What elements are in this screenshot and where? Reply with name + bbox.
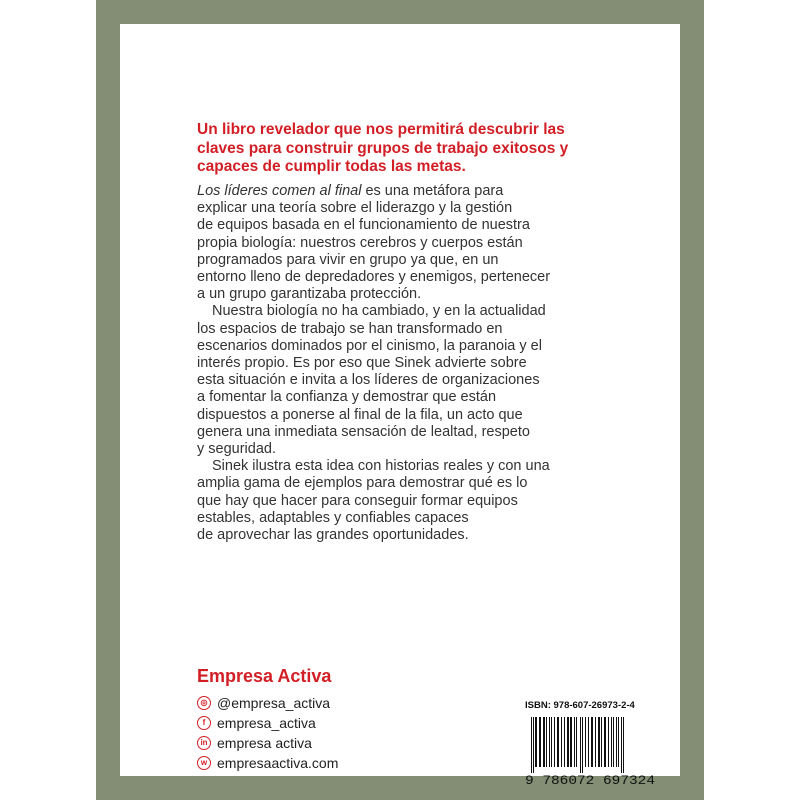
synopsis-line: propia biología: nuestros cerebros y cuerpos están: [197, 234, 523, 251]
isbn-label: ISBN: 978-607-26973-2-4: [525, 700, 635, 711]
barcode-bar: [570, 717, 572, 767]
synopsis-line: escenarios dominados por el cinismo, la paranoia y el: [197, 337, 542, 354]
synopsis: [197, 183, 617, 544]
social-facebook[interactable]: [197, 713, 338, 733]
social-website[interactable]: [197, 753, 338, 773]
social-handle: empresa_activa: [217, 715, 316, 731]
social-handle: empresaactiva.com: [217, 755, 339, 771]
barcode-bar: [601, 717, 602, 767]
isbn-barcode: [525, 717, 657, 787]
barcode-bar: [543, 717, 545, 767]
instagram-icon: ◎: [197, 696, 211, 710]
book-back-cover-frame: [96, 0, 704, 800]
synopsis-line: estables, adaptables y confiables capaces: [197, 509, 469, 526]
synopsis-line: genera una inmediata sensación de lealtad, respeto: [197, 423, 530, 440]
barcode-bar: [554, 717, 555, 767]
barcode-bar: [623, 717, 624, 773]
barcode-bar: [539, 717, 541, 767]
barcode-bars: [531, 717, 624, 773]
synopsis-line: de aprovechar las grandes oportunidades.: [197, 527, 469, 544]
synopsis-line: de equipos basada en el funcionamiento de nuestra: [197, 217, 530, 234]
barcode-bar: [574, 717, 575, 767]
barcode-bar: [611, 717, 612, 767]
publisher-name: Empresa Activa: [197, 666, 332, 686]
back-cover-page: [120, 24, 680, 787]
barcode-bar: [535, 717, 537, 767]
synopsis-line: explicar una teoría sobre el liderazgo y la gestión: [197, 200, 513, 217]
synopsis-line: [197, 183, 617, 200]
isbn-block: [525, 700, 657, 787]
barcode-bar: [546, 717, 547, 767]
barcode-bar: [598, 717, 600, 767]
social-instagram[interactable]: [197, 693, 338, 713]
barcode-bar: [595, 717, 596, 767]
linkedin-icon: in: [197, 736, 211, 750]
barcode-bar: [551, 717, 552, 767]
barcode-bar: [582, 717, 583, 773]
barcode-bar: [608, 717, 609, 767]
synopsis-line: entorno lleno de depredadores y enemigos, pertenecer: [197, 269, 551, 286]
barcode-bar: [533, 717, 534, 773]
book-title-italic: Los líderes comen al final: [197, 183, 362, 199]
website-icon: w: [197, 756, 211, 770]
synopsis-line: Sinek ilustra esta idea con historias reales y con una: [212, 458, 550, 475]
barcode-digits: 9 786072 697324: [525, 774, 655, 787]
synopsis-line: dispuestos a ponerse al final de la fila, un acto que: [197, 406, 523, 423]
barcode-bar: [557, 717, 559, 767]
synopsis-line: amplia gama de ejemplos para demostrar qué es lo: [197, 475, 528, 492]
tagline-line: claves para construir grupos de trabajo exitosos y: [197, 139, 569, 157]
barcode-bar: [531, 717, 532, 773]
barcode-bar: [549, 717, 550, 767]
social-linkedin[interactable]: [197, 733, 338, 753]
barcode-bar: [567, 717, 569, 767]
synopsis-line: programados para vivir en grupo ya que, en un: [197, 251, 499, 268]
synopsis-line: a un grupo garantizaba protección.: [197, 286, 422, 303]
barcode-bar: [618, 717, 619, 767]
tagline-line: capaces de cumplir todas las metas.: [197, 158, 466, 175]
synopsis-line: los espacios de trabajo se han transformado en: [197, 320, 503, 337]
barcode-bar: [564, 717, 565, 767]
synopsis-line: y seguridad.: [197, 441, 276, 458]
tagline: [197, 121, 617, 177]
barcode-bar: [604, 717, 606, 767]
publisher-socials: [197, 693, 338, 773]
synopsis-line: que hay que hacer para conseguir formar equipos: [197, 492, 518, 509]
social-handle: empresa activa: [217, 735, 312, 751]
social-handle: @empresa_activa: [217, 695, 331, 711]
barcode-bar: [580, 717, 581, 773]
synopsis-line: interés propio. Es por eso que Sinek advierte sobre: [197, 355, 527, 372]
synopsis-line-rest: es una metáfora para: [361, 183, 504, 199]
barcode-bar: [616, 717, 617, 767]
facebook-icon: f: [197, 716, 211, 730]
synopsis-line: esta situación e invita a los líderes de organizaciones: [197, 372, 540, 389]
barcode-bar: [588, 717, 589, 767]
tagline-line: Un libro revelador que nos permitirá descubrir las: [197, 121, 565, 138]
barcode-bar: [561, 717, 562, 767]
barcode-bar: [621, 717, 622, 773]
barcode-bar: [591, 717, 593, 767]
barcode-bar: [576, 717, 577, 767]
synopsis-line: Nuestra biología no ha cambiado, y en la actualidad: [212, 303, 546, 320]
barcode-bar: [613, 717, 614, 767]
barcode-bar: [585, 717, 586, 767]
synopsis-line: a fomentar la confianza y demostrar que están: [197, 389, 497, 406]
